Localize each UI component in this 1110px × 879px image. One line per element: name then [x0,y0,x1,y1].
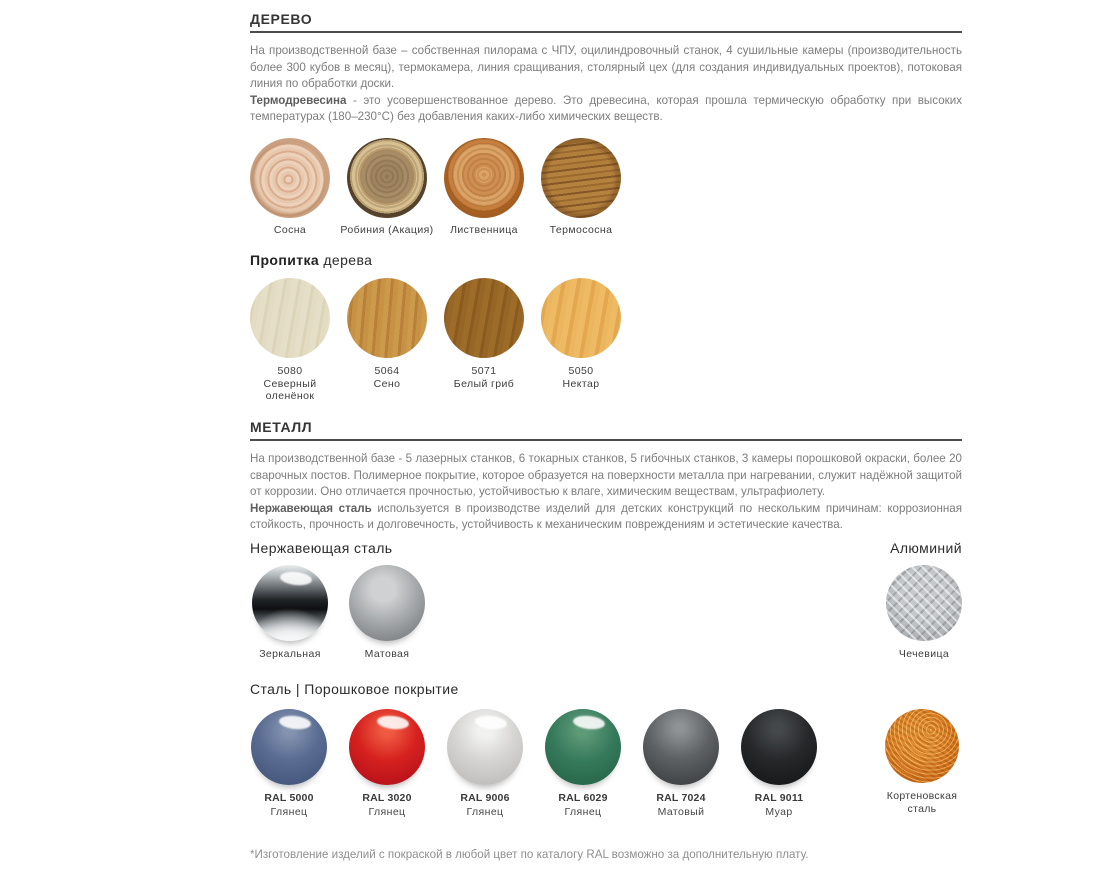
metal-subheadings [250,540,962,556]
metal-section-divider [250,439,962,441]
thermowood-text: - это усовершенствованное дерево. Это древесина, которая прошла термическую обработку при высоких температурах (180–230°С) без добавления каких-либо химических веществ. [250,93,962,124]
wood-swatch-thermopine [541,138,621,237]
ral-swatch-3020 [348,709,426,818]
wood-swatch-sosna [250,138,330,237]
corten-steel-swatch [882,709,962,818]
wood-swatch-label: Сосна [273,223,307,236]
ral-sphere-image [349,709,425,785]
ral-swatch-9006 [446,709,524,818]
ral-swatch-5000 [250,709,328,818]
finish-label: Зеркальная [259,647,321,660]
wood-swatch-label: Термососна [549,223,613,236]
powder-coating-title: Сталь | Порошковое покрытие [250,681,459,698]
ral-code: RAL 7024 [656,792,706,805]
stain-name: Белый гриб [453,377,515,390]
thermowood-term: Термодревесина [250,93,347,107]
stainless-swatch-mirror [250,565,330,661]
ral-finish: Муар [765,806,793,819]
wood-swatch-label: Лиственница [450,223,518,236]
ral-finish: Глянец [270,806,308,819]
stain-swatch-5080 [250,278,330,403]
metal-section-title: МЕТАЛЛ [250,418,313,435]
ral-finish: Глянец [564,806,602,819]
stainless-text: используется в производстве изделий для детских конструкций по нескольким причинам: коррозионная стойкость, прочность и долговечность, устойчивость к механическим повреждениям и эстетические качества. [250,501,962,532]
ral-sphere-image [741,709,817,785]
ral-code: RAL 9011 [754,792,804,805]
finish-label: Чечевица [898,647,950,660]
ral-code: RAL 9006 [460,792,510,805]
stain-swatch-5064 [347,278,427,403]
wood-slice-image [250,138,330,218]
wood-swatch-larch [444,138,524,237]
stain-swatch-5071 [444,278,524,403]
ral-code: RAL 5000 [264,792,314,805]
diamond-plate-image [886,565,962,641]
ral-sphere-image [251,709,327,785]
aluminum-swatch-lentil [886,565,962,661]
ral-sphere-image [545,709,621,785]
catalog-page [250,0,962,861]
stain-name: Северный оленёнок [263,377,317,403]
stainless-steel-title: Нержавеющая сталь [250,539,393,556]
stainless-term: Нержавеющая сталь [250,501,372,515]
mirror-steel-sphere-image [252,565,328,641]
stain-code: 5071 [471,365,497,378]
ral-code: RAL 6029 [558,792,608,805]
metal-description: На производственной базе - 5 лазерных станков, 6 токарных станков, 5 гибочных станков, 3 камеры порошковой окраски, более 20 сварочных постов. Полимерное покрытие, которое образуется на поверхности металла при нагревании, служит надёжной защитой от коррозии. Оно отличается прочностью, устойчивостью к влаге, химическим веществам, ультрафиолету. [250,451,962,499]
stain-color-image [444,278,524,358]
stain-name: Нектар [562,377,600,390]
stain-color-image [250,278,330,358]
wood-swatch-label: Робиния (Акация) [340,223,434,236]
ral-swatch-9011 [740,709,818,818]
ral-swatch-6029 [544,709,622,818]
corten-steel-image [885,709,959,783]
wood-slice-image [347,138,427,218]
stain-swatch-row [250,278,962,403]
wood-description: На производственной базе – собственная пилорама с ЧПУ, оцилиндровочный станок, 4 сушильные камеры (производительность более 300 кубов в месяц), термокамера, линия сращивания, столярный цех (для создания индивидуальных проектов), потоковая линия по обработки доски. [250,44,962,91]
stain-code: 5064 [374,365,400,378]
stain-title-lead: Пропитка [250,252,320,269]
ral-swatch-7024 [642,709,720,818]
ral-sphere-image [643,709,719,785]
stain-section-title [250,252,962,268]
stainless-description [250,501,962,534]
ral-sphere-image [447,709,523,785]
matte-steel-sphere-image [349,565,425,641]
stain-title-rest: дерева [319,252,373,269]
wood-thermo-description [250,93,962,126]
stain-color-image [347,278,427,358]
wood-section-title: ДЕРЕВО [250,11,313,27]
wood-section-divider [250,31,962,33]
stain-code: 5050 [568,365,594,378]
stain-swatch-5050 [541,278,621,403]
ral-row [250,709,962,818]
finish-label: Матовая [364,647,410,660]
ral-finish: Глянец [466,806,504,819]
stainless-swatch-matte [347,565,427,661]
stainless-row [250,565,962,661]
ral-footnote: *Изготовление изделий с покраской в любой цвет по каталогу RAL возможно за дополнительную плату. [250,848,809,862]
ral-finish: Матовый [657,806,705,819]
aluminum-title: Алюминий [890,539,962,556]
wood-species-row [250,138,962,237]
wood-swatch-robinia [340,138,434,237]
wood-slice-image [541,138,621,218]
stain-code: 5080 [277,365,303,378]
corten-name: Кортеновская сталь [886,790,958,816]
stain-color-image [541,278,621,358]
stain-name: Сено [373,377,401,390]
ral-finish: Глянец [368,806,406,819]
ral-code: RAL 3020 [362,792,412,805]
wood-slice-image [444,138,524,218]
